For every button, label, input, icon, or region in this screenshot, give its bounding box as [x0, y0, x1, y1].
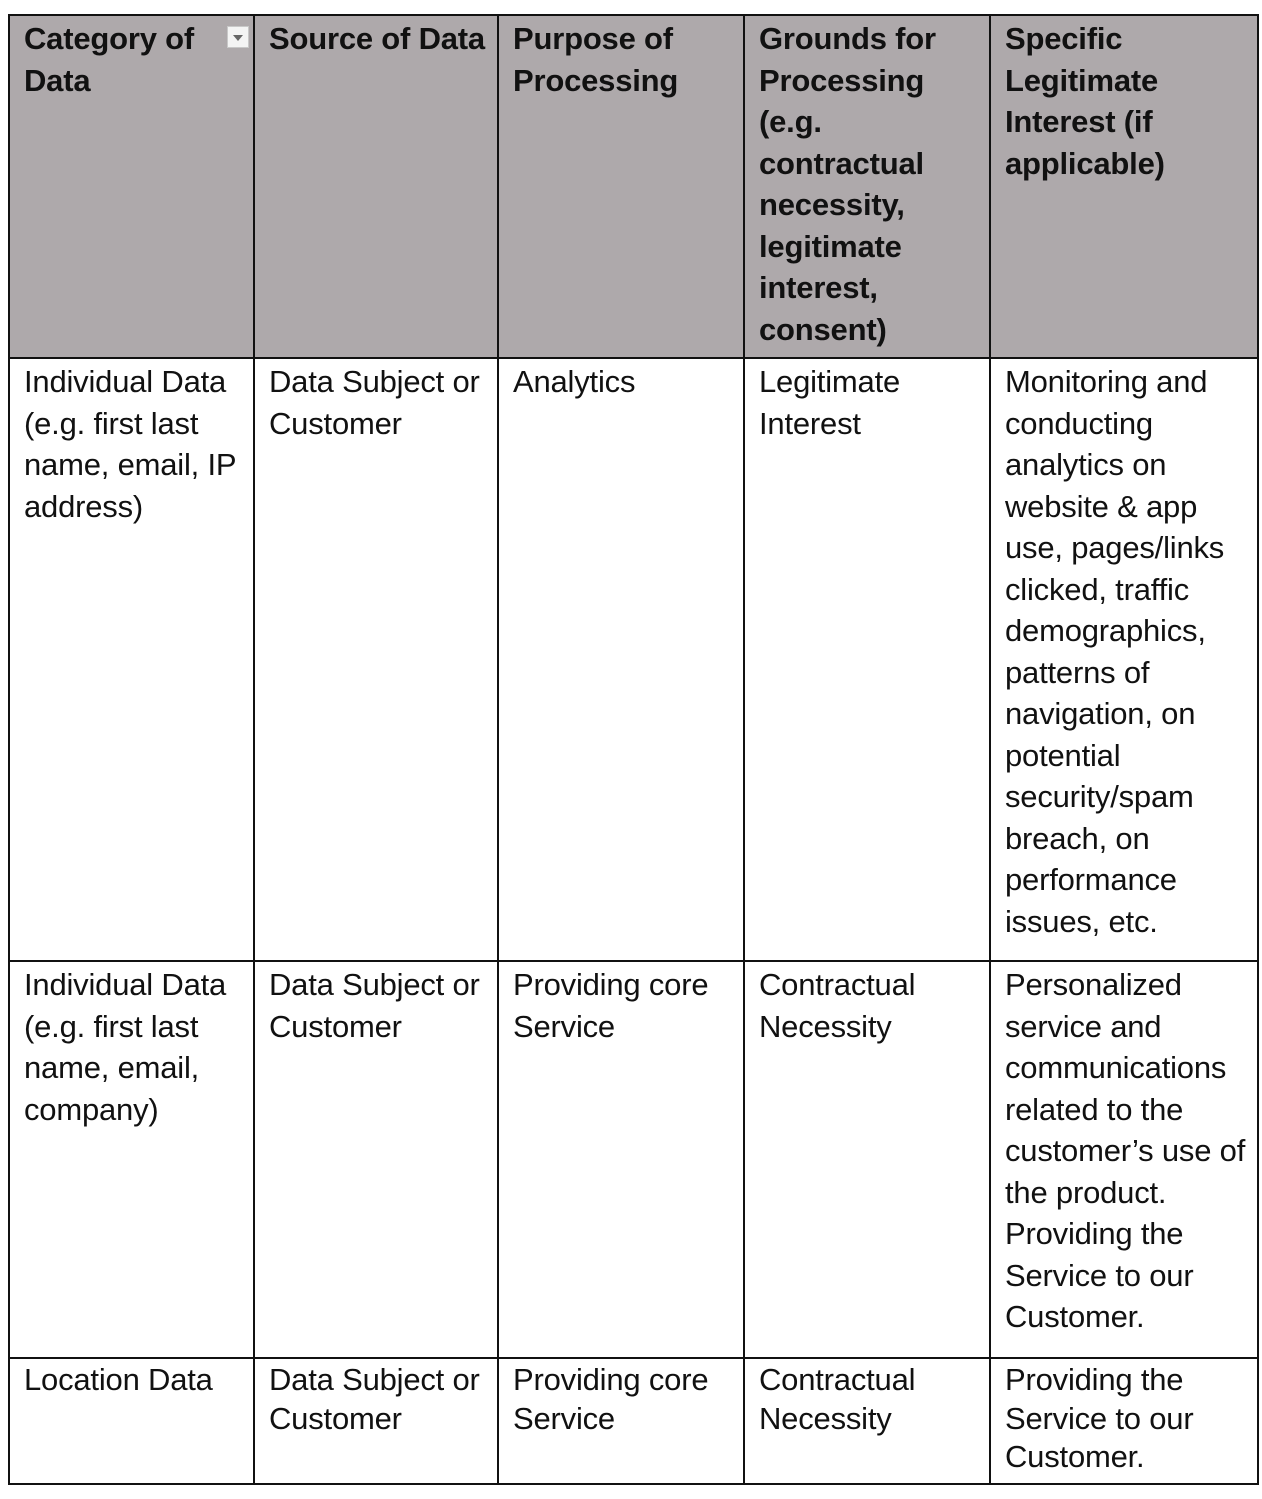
cell-category[interactable] [9, 1358, 254, 1484]
cell-grounds[interactable] [744, 961, 990, 1358]
header-grounds-for-processing [744, 15, 990, 358]
cell-grounds[interactable] [744, 358, 990, 961]
cell-grounds[interactable] [744, 1358, 990, 1484]
header-label: Category of Data [24, 21, 195, 98]
cell-text: Personalized service and communications related to the customer’s use of the product. Providing the Service to our Customer. [1005, 967, 1246, 1334]
header-label: Source of Data [269, 21, 485, 56]
cell-text: Providing core Service [513, 967, 709, 1044]
cell-text: Data Subject or Customer [269, 967, 480, 1044]
cell-legitimate-interest[interactable] [990, 358, 1258, 961]
cell-category[interactable] [9, 961, 254, 1358]
header-label: Grounds for Processing (e.g. contractual necessity, legitimate interest, consent) [759, 21, 936, 347]
cell-text: Monitoring and conducting analytics on website & app use, pages/links clicked, traffic demographics, patterns of navigation, on potential security/spam breach, on performance issues, etc. [1005, 364, 1225, 939]
table-row [9, 358, 1258, 961]
cell-source[interactable] [254, 358, 498, 961]
data-processing-table [8, 14, 1259, 1485]
cell-purpose[interactable] [498, 358, 744, 961]
header-label: Purpose of Processing [513, 21, 679, 98]
cell-text: Data Subject or Customer [269, 1362, 480, 1436]
cell-text: Location Data [24, 1362, 213, 1397]
cell-text: Data Subject or Customer [269, 364, 480, 441]
cell-legitimate-interest[interactable] [990, 961, 1258, 1358]
cell-legitimate-interest[interactable] [990, 1358, 1258, 1484]
cell-text: Individual Data (e.g. first last name, email, company) [24, 967, 227, 1127]
column-filter-dropdown-icon[interactable] [227, 26, 249, 48]
cell-text: Providing core Service [513, 1362, 709, 1436]
header-purpose-of-processing [498, 15, 744, 358]
cell-text: Contractual Necessity [759, 1362, 916, 1436]
cell-source[interactable] [254, 1358, 498, 1484]
table-row [9, 1358, 1258, 1484]
header-source-of-data [254, 15, 498, 358]
header-row [9, 15, 1258, 358]
cell-text: Analytics [513, 364, 636, 399]
cell-text: Providing the Service to our Customer. [1005, 1362, 1194, 1474]
header-category-of-data[interactable] [9, 15, 254, 358]
table-row [9, 961, 1258, 1358]
cell-purpose[interactable] [498, 1358, 744, 1484]
cell-purpose[interactable] [498, 961, 744, 1358]
header-label: Specific Legitimate Interest (if applicable) [1005, 21, 1165, 181]
cell-text: Legitimate Interest [759, 364, 901, 441]
cell-text: Individual Data (e.g. first last name, email, IP address) [24, 364, 236, 524]
cell-text: Contractual Necessity [759, 967, 916, 1044]
header-specific-legitimate-interest [990, 15, 1258, 358]
cell-source[interactable] [254, 961, 498, 1358]
cell-category[interactable] [9, 358, 254, 961]
